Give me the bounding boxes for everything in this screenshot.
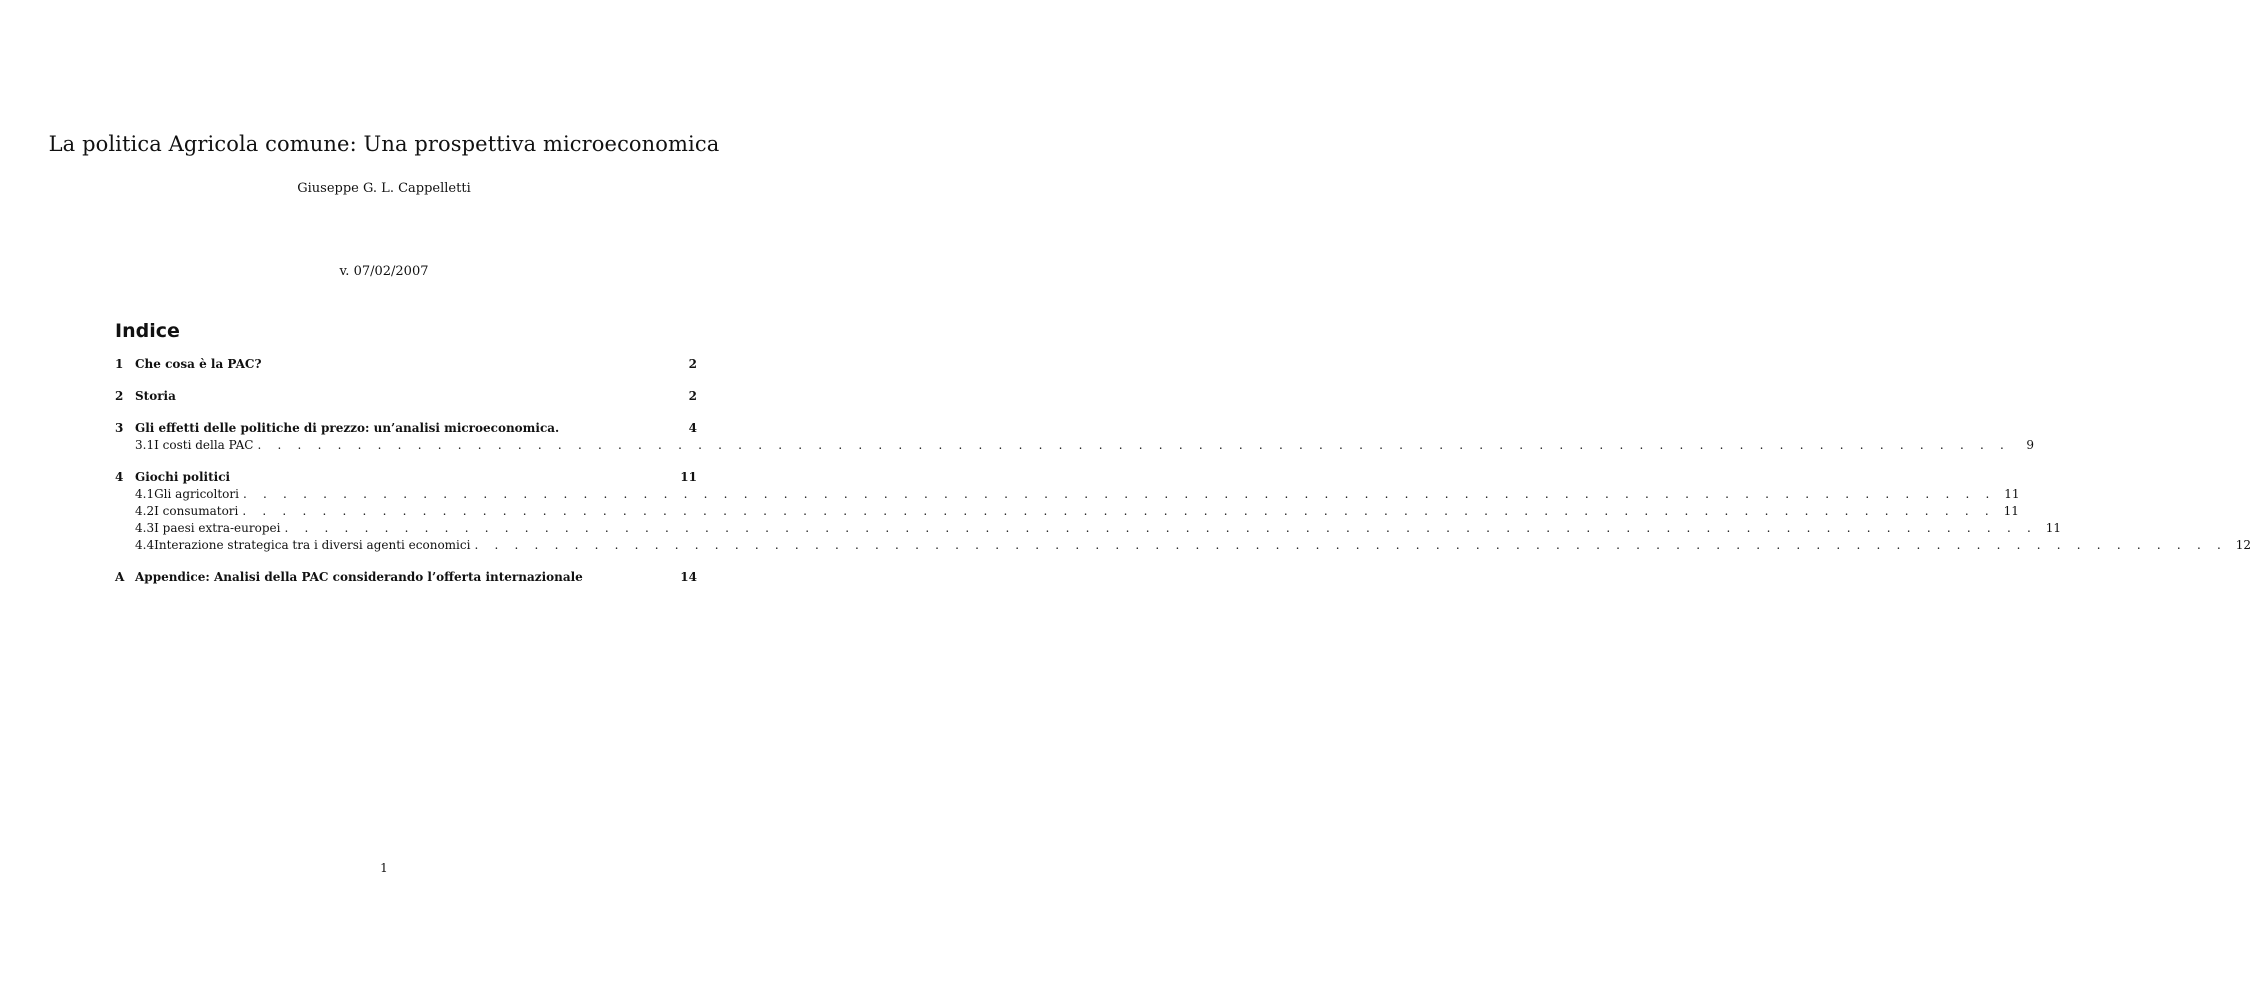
toc-entry-number: 4.4 [135, 538, 155, 552]
toc-entry-label: Appendice: Analisi della PAC considerando l’offerta internazionale [135, 570, 583, 584]
toc-leader-dots: . . . . . . . . . . . . . . . . . . . . . . . . . . . . . . . . . . . . . . . . . . . . . . . . . . . . . . . . . . . . . . . . . . . . . . . . . . . . . . . . . . . . . . . . [242, 487, 1996, 501]
toc-entry-2[interactable] [115, 389, 697, 406]
toc-entry-page: 11 [2045, 521, 2061, 535]
toc-entry-number: 2 [115, 389, 124, 403]
document-title: La politica Agricola comune: Una prospettiva microeconomica [48, 132, 720, 156]
toc-entry-label: Interazione strategica tra i diversi agenti economici [154, 538, 471, 552]
toc-entry-4-2[interactable] [115, 504, 2019, 521]
toc-entry-4[interactable] [115, 470, 697, 487]
toc-entry-number: A [115, 570, 125, 584]
toc-entry-3-1[interactable] [115, 438, 2035, 455]
toc-entry-page: 2 [688, 389, 697, 403]
toc-entry-page: 11 [2004, 487, 2020, 501]
toc-entry-number: 3 [115, 421, 124, 435]
toc-entry-label: Gli agricoltori [154, 487, 239, 501]
toc-entry-number: 4 [115, 470, 124, 484]
page-number: 1 [380, 861, 388, 875]
toc-entry-page: 4 [688, 421, 697, 435]
toc-entry-label: Che cosa è la PAC? [135, 357, 262, 371]
toc-entry-4-1[interactable] [115, 487, 2020, 504]
toc-entry-label: Storia [135, 389, 176, 403]
toc-entry-label: I costi della PAC [154, 438, 254, 452]
toc-entry-number: 4.3 [135, 521, 155, 535]
toc-entry-A[interactable] [115, 570, 697, 587]
toc-entry-label: I paesi extra-europei [154, 521, 281, 535]
document-author: Giuseppe G. L. Cappelletti [297, 181, 471, 196]
toc-entry-label: I consumatori [154, 504, 239, 518]
toc-entry-label: Gli effetti delle politiche di prezzo: un’analisi microeconomica. [135, 421, 560, 435]
toc-entry-page: 11 [680, 470, 697, 484]
toc-leader-dots: . . . . . . . . . . . . . . . . . . . . . . . . . . . . . . . . . . . . . . . . . . . . . . . . . . . . . . . . . . . . . . . . . . . . . . . . . . . . . . . . . . . . . . . . [257, 438, 2011, 452]
toc-leader-dots: . . . . . . . . . . . . . . . . . . . . . . . . . . . . . . . . . . . . . . . . . . . . . . . . . . . . . . . . . . . . . . . . . . . . . . . . . . . . . . . . . . . . . . . . [284, 521, 2037, 535]
toc-entry-4-4[interactable] [115, 538, 2251, 555]
toc-entry-page: 11 [2003, 504, 2019, 518]
toc-entry-page: 14 [680, 570, 697, 584]
toc-entry-number: 4.1 [135, 487, 155, 501]
toc-entry-page: 9 [2026, 438, 2035, 452]
toc-entry-number: 3.1 [135, 438, 155, 452]
document-date: v. 07/02/2007 [339, 264, 429, 279]
toc-entry-label: Giochi politici [135, 470, 231, 484]
toc-entry-number: 1 [115, 357, 124, 371]
toc-entry-3[interactable] [115, 421, 697, 438]
toc-leader-dots: . . . . . . . . . . . . . . . . . . . . . . . . . . . . . . . . . . . . . . . . . . . . . . . . . . . . . . . . . . . . . . . . . . . . . . . . . . . . . . . . . . . . . . . . [242, 504, 1995, 518]
toc-entry-page: 12 [2235, 538, 2251, 552]
toc-heading: Indice [115, 320, 180, 342]
toc-leader-dots: . . . . . . . . . . . . . . . . . . . . . . . . . . . . . . . . . . . . . . . . . . . . . . . . . . . . . . . . . . . . . . . . . . . . . . . . . . . . . . . . . . . . . . . . [474, 538, 2227, 552]
toc-entry-4-3[interactable] [115, 521, 2061, 538]
toc-entry-number: 4.2 [135, 504, 155, 518]
toc-entry-page: 2 [688, 357, 697, 371]
toc-entry-1[interactable] [115, 357, 697, 374]
